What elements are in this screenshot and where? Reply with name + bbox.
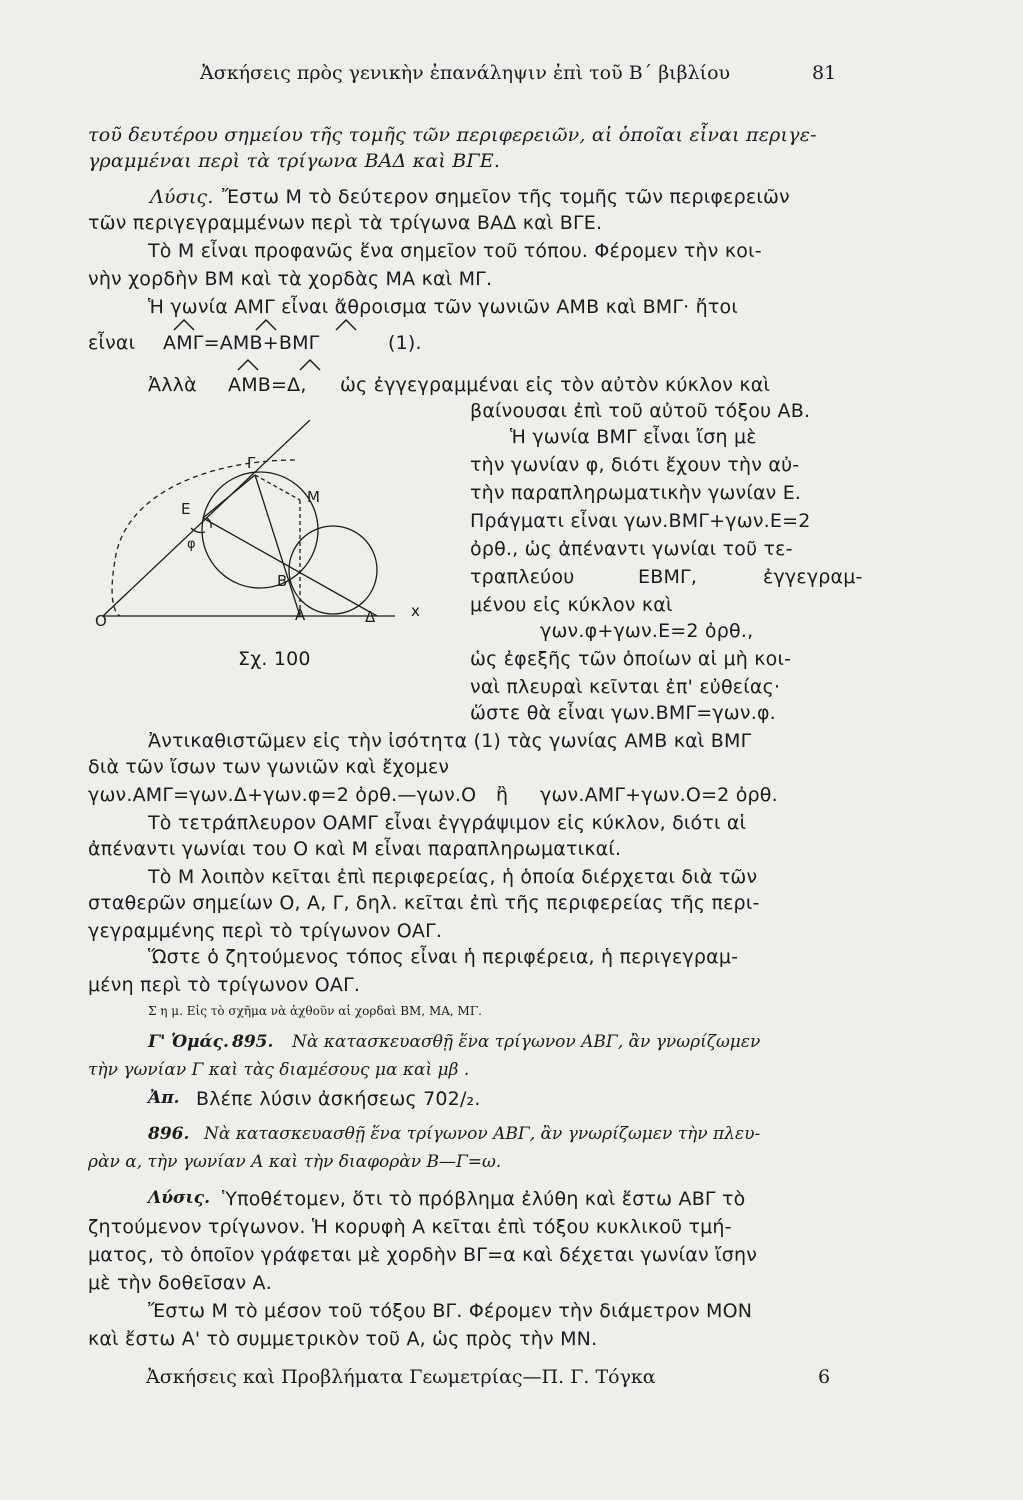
figure-100: [95, 420, 455, 674]
equation-number: (1).: [388, 332, 422, 354]
exercise-896-number: 896.: [148, 1124, 190, 1144]
geometry-diagram: [95, 420, 455, 670]
footer-signature: 6: [818, 1366, 831, 1388]
solution-line-28: Ὥστε ὁ ζητούμενος τόπος εἶναι ἡ περιφέρεια, ἡ περιγεγραμ-: [148, 946, 739, 968]
label-m: Μ: [307, 488, 320, 506]
intro-line-1: τοῦ δευτέρου σημείου τῆς τομῆς τῶν περιφερειῶν, αἱ ὁποῖαι εἶναι περιγε-: [88, 124, 817, 146]
solution-line-13: ὀρθ., ὡς ἀπέναντι γωνίαι τοῦ τε-: [470, 538, 793, 560]
angle-e-arc: [207, 518, 211, 528]
solution-line-14b: ΕΒΜΓ,: [638, 566, 698, 588]
solution-line-15: μένου εἰς κύκλον καὶ: [470, 594, 673, 616]
solution-line-12: Πράγματι εἶναι γων.ΒΜΓ+γων.Ε=2: [470, 510, 811, 532]
solution-line-11: τὴν παραπληρωματικὴν γωνίαν Ε.: [470, 482, 802, 504]
solution-line-17: ὡς ἐφεξῆς τῶν ὁποίων αἱ μὴ κοι-: [470, 648, 792, 670]
exercise-896-line-4: μὲ τὴν δοθεῖσαν Α.: [88, 1272, 272, 1294]
solution-line-24: ἀπέναντι γωνίαι του Ο καὶ Μ εἶναι παραπληρωματικαί.: [88, 838, 622, 860]
exercise-896-line-6: καὶ ἔστω Α' τὸ συμμετρικὸν τοῦ Α, ὡς πρὸς τὴν ΜΝ.: [88, 1328, 598, 1350]
solution-line-7: ὡς ἐγγεγραμμέναι εἰς τὸν αὐτὸν κύκλον καὶ: [340, 374, 771, 396]
exercise-896-text-2: ρὰν α, τὴν γωνίαν Α καὶ τὴν διαφορὰν Β—Γ=ω.: [88, 1152, 502, 1172]
solution-line-23: Τὸ τετράπλευρον ΟΑΜΓ εἶναι ἐγγράψιμον εἰς κύκλον, διότι αἱ: [148, 812, 747, 834]
exercise-896-text-1: Νὰ κατασκευασθῇ ἕνα τρίγωνον ΑΒΓ, ἂν γνωρίζωμεν τὴν πλευ-: [204, 1124, 761, 1144]
line-e-delta: [203, 518, 377, 616]
page-number: 81: [812, 62, 837, 84]
solution-line-2: τῶν περιγεγραμμένων περὶ τὰ τρίγωνα ΒΑΔ καὶ ΒΓΕ.: [88, 212, 603, 234]
label-x: x: [411, 602, 420, 620]
label-delta: Δ: [365, 608, 376, 626]
solution-line-1: Ἔστω Μ τὸ δεύτερον σημεῖον τῆς τομῆς τῶν περιφερειῶν: [222, 186, 790, 208]
solution-line-29: μένη περὶ τὸ τρίγωνον ΟΑΓ.: [88, 974, 361, 996]
solution-line-4: νὴν χορδὴν ΒΜ καὶ τὰ χορδὰς ΜΑ καὶ ΜΓ.: [88, 268, 493, 290]
solution-label: Λύσις.: [150, 186, 214, 208]
exercise-895-text-2: τὴν γωνίαν Γ καὶ τὰς διαμέσους μα καὶ μβ .: [88, 1060, 470, 1080]
label-b: Β: [277, 572, 288, 590]
solution-line-10: τὴν γωνίαν φ, διότι ἔχουν τὴν αὐ-: [470, 454, 800, 476]
solution-line-20: Ἀντικαθιστῶμεν εἰς τὴν ἰσότητα (1) τὰς γωνίας ΑΜΒ καὶ ΒΜΓ: [148, 730, 752, 752]
solution-line-22c: γων.ΑΜΓ+γων.Ο=2 ὀρθ.: [540, 784, 778, 806]
exercise-896-line-5: Ἔστω Μ τὸ μέσον τοῦ τόξου ΒΓ. Φέρομεν τὴν διάμετρον ΜΟΝ: [148, 1300, 753, 1322]
angle-hats-2: [228, 358, 328, 372]
solution-line-25: Τὸ Μ λοιπὸν κεῖται ἐπὶ περιφερείας, ἡ ὁποία διέρχεται διὰ τῶν: [148, 866, 758, 888]
footer-book-title: Ἀσκήσεις καὶ Προβλήματα Γεωμετρίας—Π. Γ. Τόγκα: [146, 1366, 656, 1388]
solution-line-14a: τραπλεύου: [470, 566, 575, 588]
exercise-896-solution-label: Λύσις.: [148, 1188, 211, 1208]
angle-hats: [160, 318, 380, 332]
label-o: Ο: [95, 612, 107, 630]
solution-line-14c: ἐγγεγραμ-: [763, 566, 863, 588]
solution-line-26: σταθερῶν σημείων Ο, Α, Γ, δηλ. κεῖται ἐπὶ τῆς περιφερείας τῆς περι-: [88, 892, 760, 914]
exercise-896-line-3: ματος, τὸ ὁποῖον γράφεται μὲ χορδὴν ΒΓ=α καὶ δέχεται γωνίαν ἴσην: [88, 1244, 758, 1266]
answer-label: Ἀπ.: [148, 1088, 180, 1108]
dashed-circle-arc: [112, 460, 295, 616]
solution-line-6-prefix: εἶναι: [88, 332, 136, 354]
solution-line-9: Ἡ γωνία ΒΜΓ εἶναι ἴση μὲ: [510, 426, 757, 448]
solution-line-21: διὰ τῶν ἴσων των γωνιῶν καὶ ἔχομεν: [88, 756, 450, 778]
group-label: Γ' Ὁμάς.: [148, 1032, 229, 1052]
solution-line-27: γεγραμμένης περὶ τὸ τρίγωνον ΟΑΓ.: [88, 920, 443, 942]
solution-line-22a: γων.ΑΜΓ=γων.Δ+γων.φ=2 ὀρθ.—γων.Ο: [88, 784, 477, 806]
solution-line-19: ὥστε θὰ εἶναι γων.ΒΜΓ=γων.φ.: [470, 702, 776, 724]
solution-line-5: Ἡ γωνία ΑΜΓ εἶναι ἄθροισμα τῶν γωνιῶν ΑΜΒ καὶ ΒΜΓ· ἤτοι: [148, 296, 738, 318]
label-a: Α: [295, 606, 306, 624]
exercise-895-number: 895.: [232, 1032, 274, 1052]
solution-line-16: γων.φ+γων.Ε=2 ὀρθ.,: [540, 620, 754, 642]
angle-equation: ΑΜΓ=ΑΜΒ+ΒΜΓ: [163, 332, 320, 354]
exercise-895-text-1: Νὰ κατασκευασθῇ ἕνα τρίγωνον ΑΒΓ, ἂν γνωρίζωμεν: [292, 1032, 761, 1052]
note: Σ η μ. Εἰς τὸ σχῆμα νὰ ἀχθοῦν αἱ χορδαὶ ΒΜ, ΜΑ, ΜΓ.: [148, 1004, 482, 1018]
solution-line-22b: ἢ: [496, 784, 509, 806]
angle-equality: ΑΜΒ=Δ,: [228, 374, 307, 396]
label-phi: φ: [187, 537, 196, 552]
running-title: Ἀσκήσεις πρὸς γενικὴν ἐπανάληψιν ἐπὶ τοῦ Β΄ βιβλίου: [200, 62, 731, 84]
solution-line-18: ναὶ πλευραὶ κεῖνται ἐπ' εὐθείας·: [470, 676, 781, 698]
solution-line-3: Τὸ Μ εἶναι προφανῶς ἕνα σημεῖον τοῦ τόπου. Φέρομεν τὴν κοι-: [148, 240, 762, 262]
exercise-896-line-1: Ὑποθέτομεν, ὅτι τὸ πρόβλημα ἐλύθη καὶ ἔστω ΑΒΓ τὸ: [222, 1188, 746, 1210]
exercise-896-line-2: ζητούμενον τρίγωνον. Ἡ κορυφὴ Α κεῖται ἐπὶ τόξου κυκλικοῦ τμή-: [88, 1216, 732, 1238]
label-gamma: Γ: [247, 454, 256, 472]
figure-caption: Σχ. 100: [238, 648, 311, 670]
answer-text: Βλέπε λύσιν ἀσκήσεως 702/₂.: [196, 1088, 481, 1110]
intro-line-2: γραμμέναι περὶ τὰ τρίγωνα ΒΑΔ καὶ ΒΓΕ.: [88, 150, 501, 172]
label-e: Ε: [181, 500, 191, 518]
angle-phi-arc: [191, 528, 205, 533]
solution-line-8: βαίνουσαι ἐπὶ τοῦ αὐτοῦ τόξου ΑΒ.: [470, 400, 811, 422]
solution-line-7-prefix: Ἀλλὰ: [148, 374, 197, 396]
